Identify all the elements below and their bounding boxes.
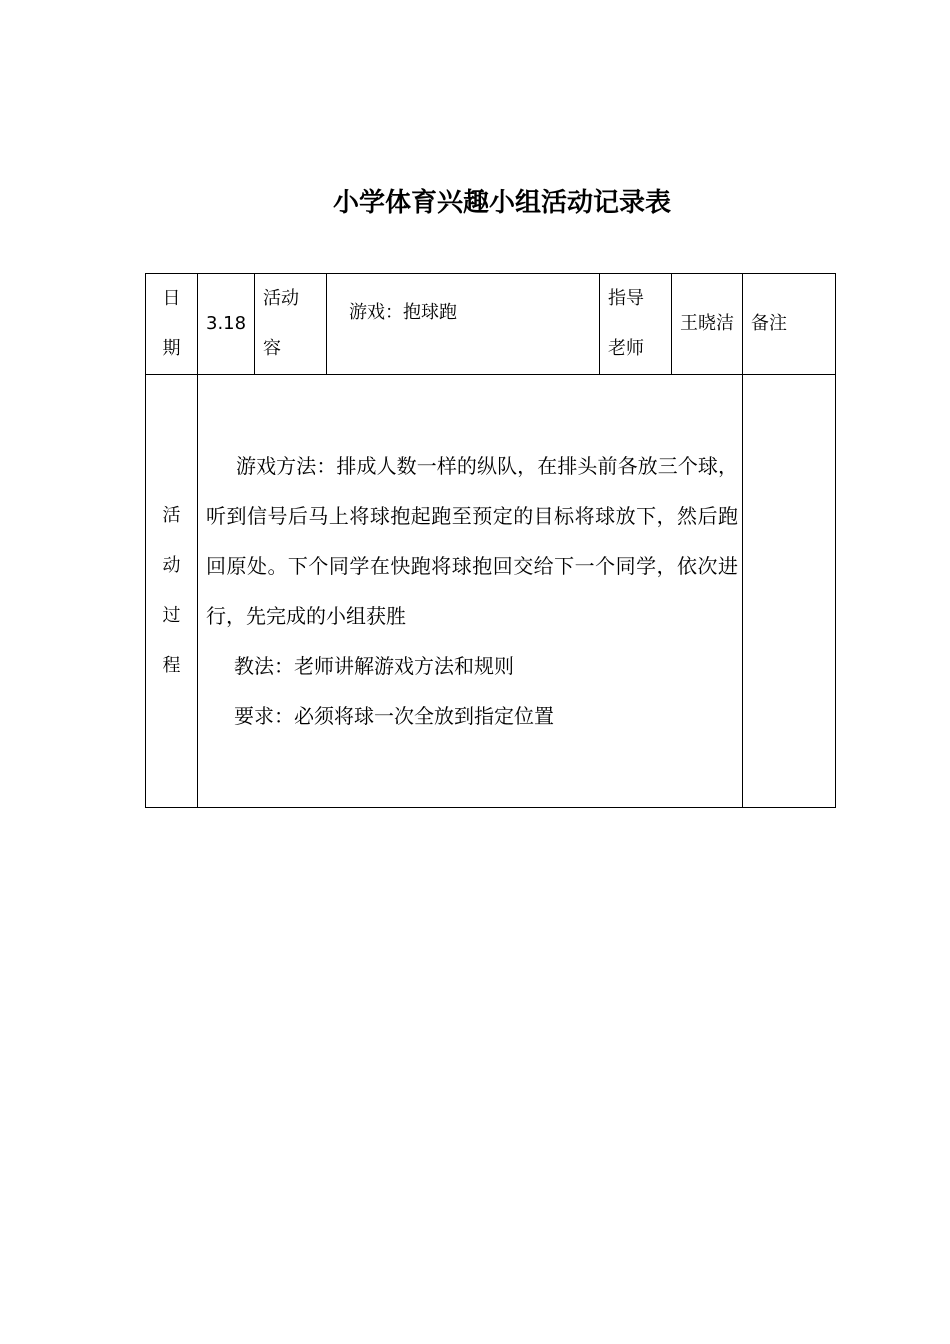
teacher-name: 王晓洁 [672, 274, 743, 375]
remarks-label: 备注 [743, 274, 836, 375]
teacher-label-cell [600, 274, 672, 375]
activity-label-line-1: 活动 [263, 288, 299, 309]
activity-label-line-2: 容 [263, 338, 281, 359]
process-label-char-2: 动 [162, 555, 181, 576]
process-label-char-4: 程 [162, 655, 181, 676]
activity-record-table [145, 273, 836, 808]
page-title: 小学体育兴趣小组活动记录表 [332, 188, 671, 218]
process-paragraph-method: 游戏方法：排成人数一样的纵队，在排头前各放三个球，听到信号后马上将球抱起跑至预定的目标将球放下，然后跑回原处。下个同学在快跑将球抱回交给下一个同学，依次进行，先完成的小组获胜 [206, 454, 738, 628]
date-label-char-1: 日 [162, 288, 181, 309]
activity-value-cell [327, 274, 600, 375]
process-row [146, 375, 836, 808]
header-row [146, 274, 836, 375]
teacher-label-line-1: 指导 [608, 288, 644, 309]
process-paragraph-teaching: 教法：老师讲解游戏方法和规则 [234, 654, 514, 678]
remarks-value-cell [743, 375, 836, 808]
process-label-char-3: 过 [162, 605, 181, 626]
teacher-label-line-2: 老师 [608, 338, 644, 359]
activity-value: 游戏：抱球跑 [349, 302, 457, 323]
activity-label-cell [255, 274, 327, 375]
process-label-cell [146, 375, 198, 808]
date-label-cell [146, 274, 198, 375]
process-label-char-1: 活 [162, 505, 181, 526]
date-value: 3.18 [198, 274, 255, 375]
process-paragraph-requirement: 要求：必须将球一次全放到指定位置 [234, 704, 554, 728]
date-label-char-2: 期 [162, 338, 181, 359]
process-content-cell [198, 375, 743, 808]
